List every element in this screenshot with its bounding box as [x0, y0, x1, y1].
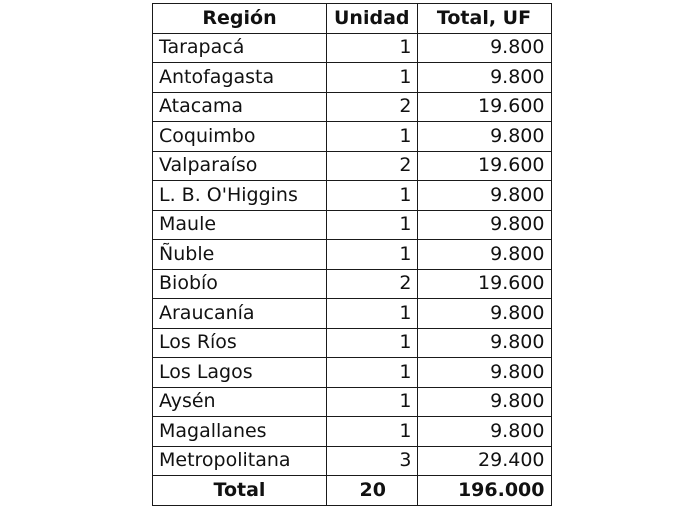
region-cell: Valparaíso — [153, 151, 327, 181]
region-cell: Aysén — [153, 387, 327, 417]
region-cell: Atacama — [153, 92, 327, 122]
units-cell: 1 — [327, 328, 418, 358]
units-cell: 1 — [327, 358, 418, 388]
units-cell: 2 — [327, 151, 418, 181]
total-units: 20 — [327, 476, 418, 506]
header-region: Región — [153, 4, 327, 34]
units-cell: 1 — [327, 210, 418, 240]
table-row — [153, 210, 552, 240]
total-amount: 196.000 — [417, 476, 551, 506]
total-cell: 9.800 — [417, 299, 551, 329]
units-cell: 1 — [327, 181, 418, 211]
total-cell: 9.800 — [417, 358, 551, 388]
total-cell: 9.800 — [417, 122, 551, 152]
units-cell: 3 — [327, 446, 418, 476]
total-cell: 9.800 — [417, 33, 551, 63]
total-cell: 9.800 — [417, 240, 551, 270]
regional-units-table — [152, 3, 552, 506]
units-cell: 1 — [327, 240, 418, 270]
units-cell: 1 — [327, 299, 418, 329]
units-cell: 1 — [327, 63, 418, 93]
region-cell: Los Ríos — [153, 328, 327, 358]
units-cell: 1 — [327, 417, 418, 447]
table-total-row — [153, 476, 552, 506]
region-cell: Maule — [153, 210, 327, 240]
region-cell: Antofagasta — [153, 63, 327, 93]
region-cell: Los Lagos — [153, 358, 327, 388]
table-row — [153, 151, 552, 181]
table-row — [153, 446, 552, 476]
region-cell: Coquimbo — [153, 122, 327, 152]
table-row — [153, 269, 552, 299]
table-body — [153, 33, 552, 476]
region-cell: Magallanes — [153, 417, 327, 447]
total-cell: 19.600 — [417, 92, 551, 122]
table-row — [153, 122, 552, 152]
total-cell: 9.800 — [417, 387, 551, 417]
table-header-row — [153, 4, 552, 34]
units-cell: 1 — [327, 33, 418, 63]
table-row — [153, 299, 552, 329]
total-cell: 19.600 — [417, 269, 551, 299]
region-cell: L. B. O'Higgins — [153, 181, 327, 211]
units-cell: 2 — [327, 92, 418, 122]
table-row — [153, 417, 552, 447]
region-cell: Ñuble — [153, 240, 327, 270]
table-row — [153, 92, 552, 122]
header-units: Unidad — [327, 4, 418, 34]
total-cell: 9.800 — [417, 63, 551, 93]
total-cell: 9.800 — [417, 328, 551, 358]
table-row — [153, 387, 552, 417]
table-row — [153, 181, 552, 211]
region-cell: Araucanía — [153, 299, 327, 329]
units-cell: 2 — [327, 269, 418, 299]
total-cell: 9.800 — [417, 417, 551, 447]
total-cell: 9.800 — [417, 210, 551, 240]
table-row — [153, 240, 552, 270]
table-row — [153, 328, 552, 358]
total-label: Total — [153, 476, 327, 506]
table-row — [153, 33, 552, 63]
units-cell: 1 — [327, 122, 418, 152]
header-total: Total, UF — [417, 4, 551, 34]
total-cell: 29.400 — [417, 446, 551, 476]
region-cell: Metropolitana — [153, 446, 327, 476]
total-cell: 9.800 — [417, 181, 551, 211]
total-cell: 19.600 — [417, 151, 551, 181]
units-cell: 1 — [327, 387, 418, 417]
region-cell: Biobío — [153, 269, 327, 299]
table-row — [153, 358, 552, 388]
table-row — [153, 63, 552, 93]
region-cell: Tarapacá — [153, 33, 327, 63]
